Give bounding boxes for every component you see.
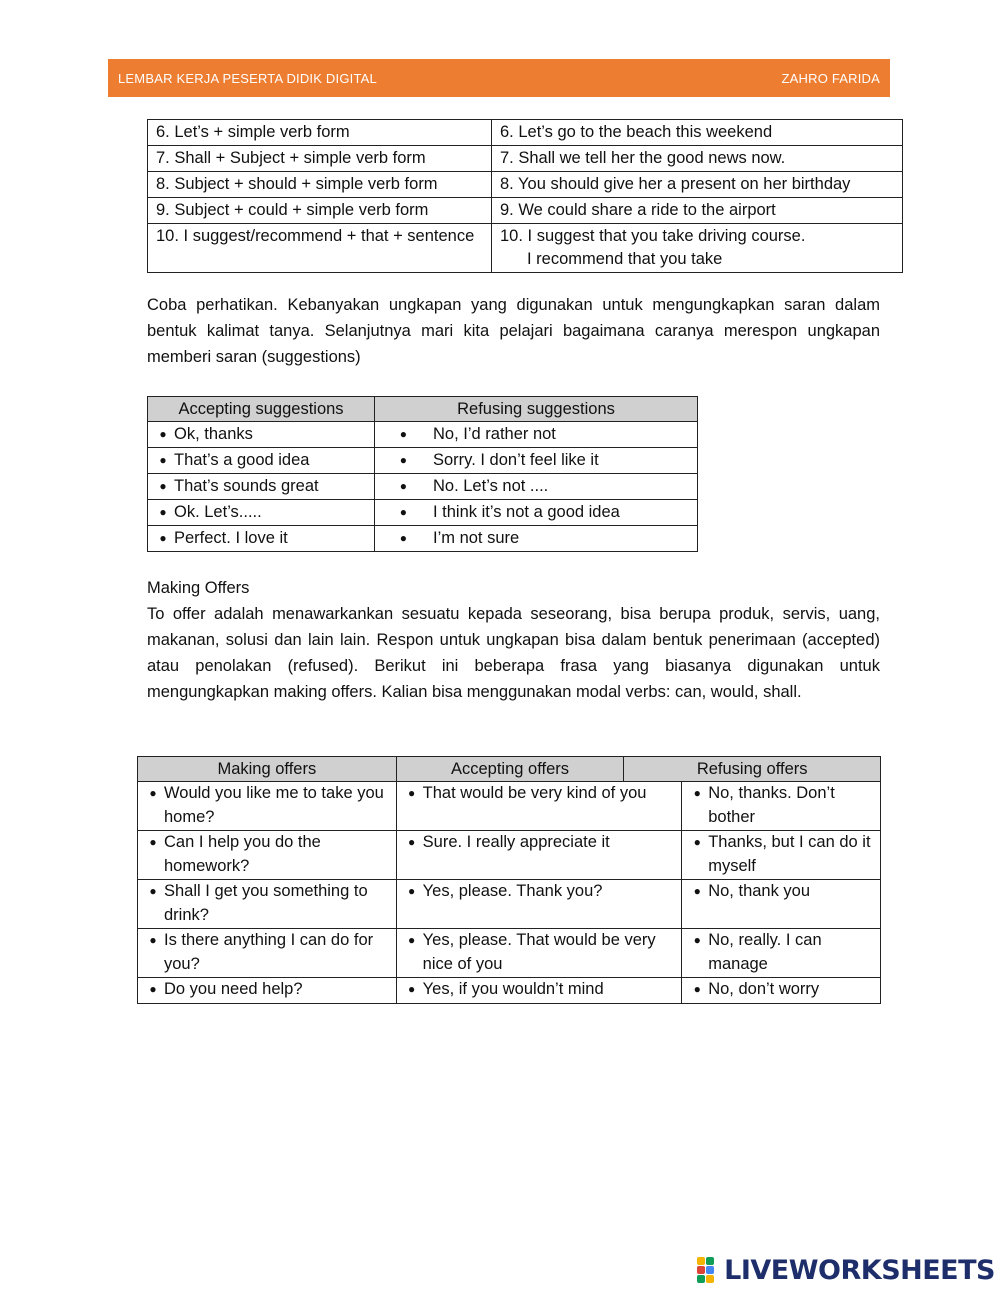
bullet-icon: ●	[149, 982, 157, 996]
column-header-making: Making offers	[138, 757, 397, 782]
formula-example: 6. Let’s go to the beach this weekend	[492, 120, 903, 146]
bullet-icon: ●	[693, 835, 701, 849]
table-row	[138, 782, 881, 831]
cell-text: Sorry. I don’t feel like it	[433, 451, 599, 469]
column-header-accepting: Accepting suggestions	[148, 397, 375, 422]
cell-text: No, really. I can manage	[708, 931, 822, 973]
bullet-icon: ●	[408, 982, 416, 996]
bullet-icon: ●	[149, 786, 157, 800]
offers-section	[147, 575, 880, 705]
table-header-row	[138, 757, 881, 782]
accepting-cell	[148, 500, 375, 526]
cell-text: That would be very kind of you	[422, 784, 647, 802]
column-header-accepting: Accepting offers	[396, 757, 624, 782]
table-header-row	[148, 397, 698, 422]
bullet-icon: ●	[399, 531, 407, 545]
cell-text: That’s sounds great	[174, 477, 319, 495]
cell-text: No, don’t worry	[708, 980, 820, 998]
liveworksheets-logo-icon	[697, 1257, 722, 1283]
formula-pattern: 8. Subject + should + simple verb form	[148, 172, 492, 198]
refusing-cell	[682, 831, 881, 880]
accepting-cell	[396, 831, 682, 880]
liveworksheets-logo-text: LIVEWORKSHEETS	[724, 1254, 995, 1286]
refusing-cell	[375, 422, 698, 448]
refusing-cell	[375, 448, 698, 474]
cell-text: No, thank you	[708, 882, 811, 900]
cell-text: Ok, thanks	[174, 425, 253, 443]
formula-example-line1: 10. I suggest that you take driving course.	[500, 227, 806, 245]
cell-text: No, I’d rather not	[433, 425, 556, 443]
cell-text: No. Let’s not ....	[433, 477, 549, 495]
cell-text: Do you need help?	[164, 980, 303, 998]
refusing-cell	[375, 474, 698, 500]
bullet-icon: ●	[408, 786, 416, 800]
table-row	[148, 474, 698, 500]
bullet-icon: ●	[159, 427, 167, 441]
table-row	[148, 526, 698, 552]
refusing-cell	[682, 929, 881, 978]
bullet-icon: ●	[408, 933, 416, 947]
refusing-cell	[682, 782, 881, 831]
document-header	[108, 59, 890, 97]
suggestions-intro-paragraph: Coba perhatikan. Kebanyakan ungkapan yang digunakan untuk mengungkapkan saran dalam bentuk kalimat tanya. Selanjutnya mari kita pelajari bagaimana caranya merespon ungkapan memberi saran (suggestions)	[147, 296, 880, 366]
refusing-cell	[682, 978, 881, 1004]
bullet-icon: ●	[149, 884, 157, 898]
table-row	[148, 146, 903, 172]
refusing-cell	[375, 500, 698, 526]
accepting-cell	[396, 880, 682, 929]
making-cell	[138, 782, 397, 831]
table-row	[138, 880, 881, 929]
cell-text: Yes, if you wouldn’t mind	[422, 980, 604, 998]
table-row	[138, 831, 881, 880]
bullet-icon: ●	[159, 505, 167, 519]
table-row	[138, 978, 881, 1004]
accepting-cell	[396, 978, 682, 1004]
formula-pattern: 7. Shall + Subject + simple verb form	[148, 146, 492, 172]
table-row	[148, 500, 698, 526]
bullet-icon: ●	[693, 786, 701, 800]
refusing-cell	[375, 526, 698, 552]
refusing-cell	[682, 880, 881, 929]
accepting-cell	[148, 448, 375, 474]
accepting-cell	[148, 474, 375, 500]
bullet-icon: ●	[693, 982, 701, 996]
bullet-icon: ●	[399, 505, 407, 519]
cell-text: No, thanks. Don’t bother	[708, 784, 835, 826]
bullet-icon: ●	[399, 479, 407, 493]
bullet-icon: ●	[159, 453, 167, 467]
making-cell	[138, 929, 397, 978]
accepting-cell	[148, 422, 375, 448]
section-title-making-offers: Making Offers	[147, 579, 250, 597]
cell-text: Yes, please. That would be very nice of you	[422, 931, 656, 973]
column-header-refusing: Refusing offers	[624, 757, 881, 782]
accepting-cell	[396, 929, 682, 978]
formula-pattern: 6. Let’s + simple verb form	[148, 120, 492, 146]
bullet-icon: ●	[399, 427, 407, 441]
cell-text: Would you like me to take you home?	[164, 784, 384, 826]
bullet-icon: ●	[159, 531, 167, 545]
bullet-icon: ●	[149, 835, 157, 849]
cell-text: I think it’s not a good idea	[433, 503, 620, 521]
cell-text: That’s a good idea	[174, 451, 310, 469]
accepting-cell	[396, 782, 682, 831]
suggestion-formulas-table	[147, 119, 903, 273]
formula-pattern: 10. I suggest/recommend + that + sentence	[148, 224, 492, 273]
bullet-icon: ●	[693, 933, 701, 947]
making-cell	[138, 880, 397, 929]
making-cell	[138, 978, 397, 1004]
formula-example: 7. Shall we tell her the good news now.	[492, 146, 903, 172]
bullet-icon: ●	[399, 453, 407, 467]
column-header-refusing: Refusing suggestions	[375, 397, 698, 422]
formula-pattern: 9. Subject + could + simple verb form	[148, 198, 492, 224]
bullet-icon: ●	[693, 884, 701, 898]
table-row	[148, 120, 903, 146]
cell-text: Can I help you do the homework?	[164, 833, 321, 875]
accepting-cell	[148, 526, 375, 552]
cell-text: Yes, please. Thank you?	[422, 882, 603, 900]
table-row	[148, 448, 698, 474]
cell-text: Thanks, but I can do it myself	[708, 833, 871, 875]
suggestions-response-table	[147, 396, 698, 552]
cell-text: Perfect. I love it	[174, 529, 288, 547]
cell-text: Shall I get you something to drink?	[164, 882, 368, 924]
formula-example: 9. We could share a ride to the airport	[492, 198, 903, 224]
offers-table	[137, 756, 881, 1004]
bullet-icon: ●	[408, 884, 416, 898]
cell-text: Is there anything I can do for you?	[164, 931, 374, 973]
cell-text: Ok. Let’s.....	[174, 503, 262, 521]
table-row	[148, 198, 903, 224]
making-cell	[138, 831, 397, 880]
table-row	[138, 929, 881, 978]
formula-example: 8. You should give her a present on her birthday	[492, 172, 903, 198]
table-row	[148, 422, 698, 448]
header-left-title: LEMBAR KERJA PESERTA DIDIK DIGITAL	[118, 70, 377, 86]
table-row	[148, 224, 903, 273]
header-author: ZAHRO FARIDA	[781, 70, 880, 86]
formula-example-line2: I recommend that you take	[527, 250, 723, 268]
liveworksheets-logo[interactable]	[697, 1255, 995, 1285]
formula-example	[492, 224, 903, 273]
bullet-icon: ●	[408, 835, 416, 849]
cell-text: I’m not sure	[433, 529, 520, 547]
cell-text: Sure. I really appreciate it	[422, 833, 610, 851]
offers-intro-paragraph: To offer adalah menawarkankan sesuatu kepada seseorang, bisa berupa produk, servis, uang, makanan, solusi dan lain lain. Respon untuk ungkapan bisa dalam bentuk penerimaan (accepted) atau penolakan (refused). Berikut ini beberapa frasa yang biasanya digunakan untuk mengungkapkan making offers. Kalian bisa menggunakan modal verbs: can, would, shall.	[147, 605, 880, 701]
table-row	[148, 172, 903, 198]
bullet-icon: ●	[149, 933, 157, 947]
bullet-icon: ●	[159, 479, 167, 493]
